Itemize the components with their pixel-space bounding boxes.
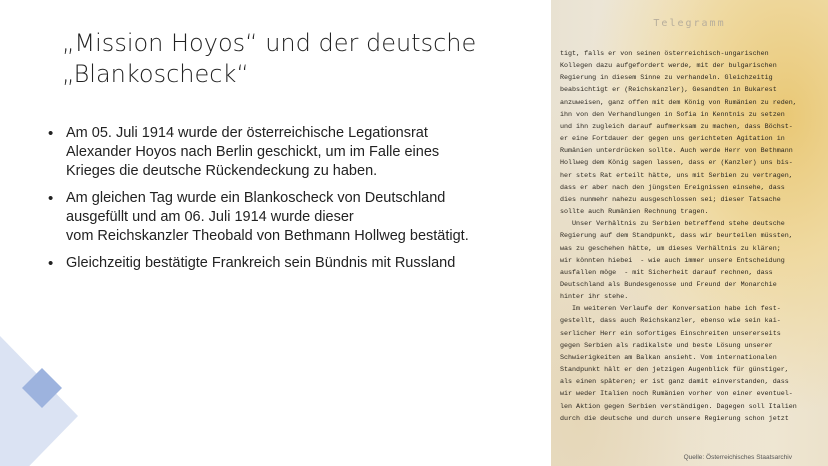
document-line: Hollweg dem König sagen lassen, dass er (Kanzler) uns bis- (560, 159, 793, 168)
bullet-item-3 (44, 254, 544, 273)
document-line: Regierung in diesem Sinne zu verhandeln. Gleichzeitig (560, 74, 773, 83)
document-line: dass er aber nach den jüngsten Ereignissen einsehe, dass (560, 183, 785, 192)
decorative-diamonds (0, 306, 120, 466)
bullet-3-line-1: • Gleichzeitig bestätigte Frankreich sein Bündnis mit Russland (66, 255, 456, 271)
document-line: was zu geschehen hätte, um dieses Verhältnis zu klären; (560, 244, 781, 253)
document-line: Regierung auf dem Standpunkt, dass wir beurteilen müssten, (560, 232, 793, 241)
bullet-2-line-3: vom Reichskanzler Theobald von Bethmann Hollweg bestätigt. (66, 228, 469, 244)
document-line: anzuweisen, ganz offen mit dem König von Rumänien zu reden, (560, 98, 797, 107)
document-line: Unser Verhältnis zu Serbien betreffend stehe deutsche (560, 220, 785, 229)
bullet-2-line-1: • Am gleichen Tag wurde ein Blankoscheck von Deutschland (66, 190, 446, 206)
bullet-1-line-1: • Am 05. Juli 1914 wurde der österreichische Legationsrat (66, 125, 428, 141)
document-line: wir weder Italien noch Rumänien vorher von einer eventuel- (560, 390, 793, 399)
bullet-1-line-2: Alexander Hoyos nach Berlin geschickt, um im Falle eines (66, 144, 440, 160)
document-line: Im weiteren Verlaufe der Konversation habe ich fest- (560, 305, 781, 314)
document-line: her stets Rat erteilt hätte, uns mit Serbien zu vertragen, (560, 171, 793, 180)
document-line: und ihn zugleich darauf aufmerksam zu machen, dass Böchst- (560, 122, 793, 131)
document-line: tigt, falls er von seinen österreichisch-ungarischen (560, 50, 769, 58)
bullet-2-line-2: ausgefüllt und am 06. Juli 1914 wurde dieser (66, 209, 354, 225)
document-line: beabsichtigt er (Reichskanzler), Gesandten in Bukarest (560, 86, 777, 95)
document-line: gegen Serbien als radikalste und beste Lösung unserer (560, 341, 773, 350)
document-line: Kollegen dazu aufgefordert werde, mit der bulgarischen (560, 62, 777, 71)
bullet-1-line-3: Krieges die deutsche Rückendeckung zu haben. (66, 163, 378, 179)
document-line: Schwierigkeiten am Balkan ansieht. Vom internationalen (560, 353, 777, 362)
document-line: durch die deutsche und durch unsere Regierung schon jetzt (560, 414, 789, 423)
bullet-item-1 (44, 124, 544, 181)
slide-title (62, 28, 532, 90)
document-line: hinter ihr stehe. (560, 293, 629, 302)
document-line: wir könnten hiebei - wie auch immer unsere Entscheidung (560, 256, 785, 265)
document-line: als einen späteren; er ist ganz damit einverstanden, dass (560, 378, 789, 387)
title-line-1: „Mission Hoyos“ und der deutsche (62, 29, 477, 57)
document-text (560, 48, 828, 425)
document-line: ihn von den Verhandlungen in Sofia in Kenntnis zu setzen (560, 110, 785, 119)
historical-document-image (551, 0, 828, 466)
source-caption: Quelle: Österreichisches Staatsarchiv (683, 454, 792, 461)
bullet-list (44, 124, 544, 281)
document-line: ausfallen möge - mit Sicherheit darauf rechnen, dass (560, 268, 773, 277)
document-line: gestellt, dass auch Reichskanzler, ebenso wie sein kai- (560, 317, 781, 326)
document-line: Deutschland als Bundesgenosse und Freund der Monarchie (560, 280, 777, 289)
document-header: Telegramm (653, 18, 726, 29)
document-line: sollte auch Rumänien Rechnung tragen. (560, 208, 709, 217)
document-line: dies nunmehr nahezu ausgeschlossen sei; dieser Tatsache (560, 195, 781, 204)
document-line: serlicher Herr ein sofortiges Einschreiten unsererseits (560, 329, 781, 338)
document-line: len Aktion gegen Serbien verständigen. Dagegen soll Italien (560, 402, 797, 411)
document-line: Rumänien unterdrücken sollte. Auch werde Herr von Bethmann (560, 147, 793, 156)
document-line: Standpunkt hält er den jetzigen Augenblick für günstiger, (560, 366, 789, 375)
bullet-item-2 (44, 189, 544, 246)
title-line-2: „Blankoscheck“ (62, 60, 249, 88)
document-line: er eine Fortdauer der gegen uns gerichteten Agitation in (560, 135, 785, 144)
